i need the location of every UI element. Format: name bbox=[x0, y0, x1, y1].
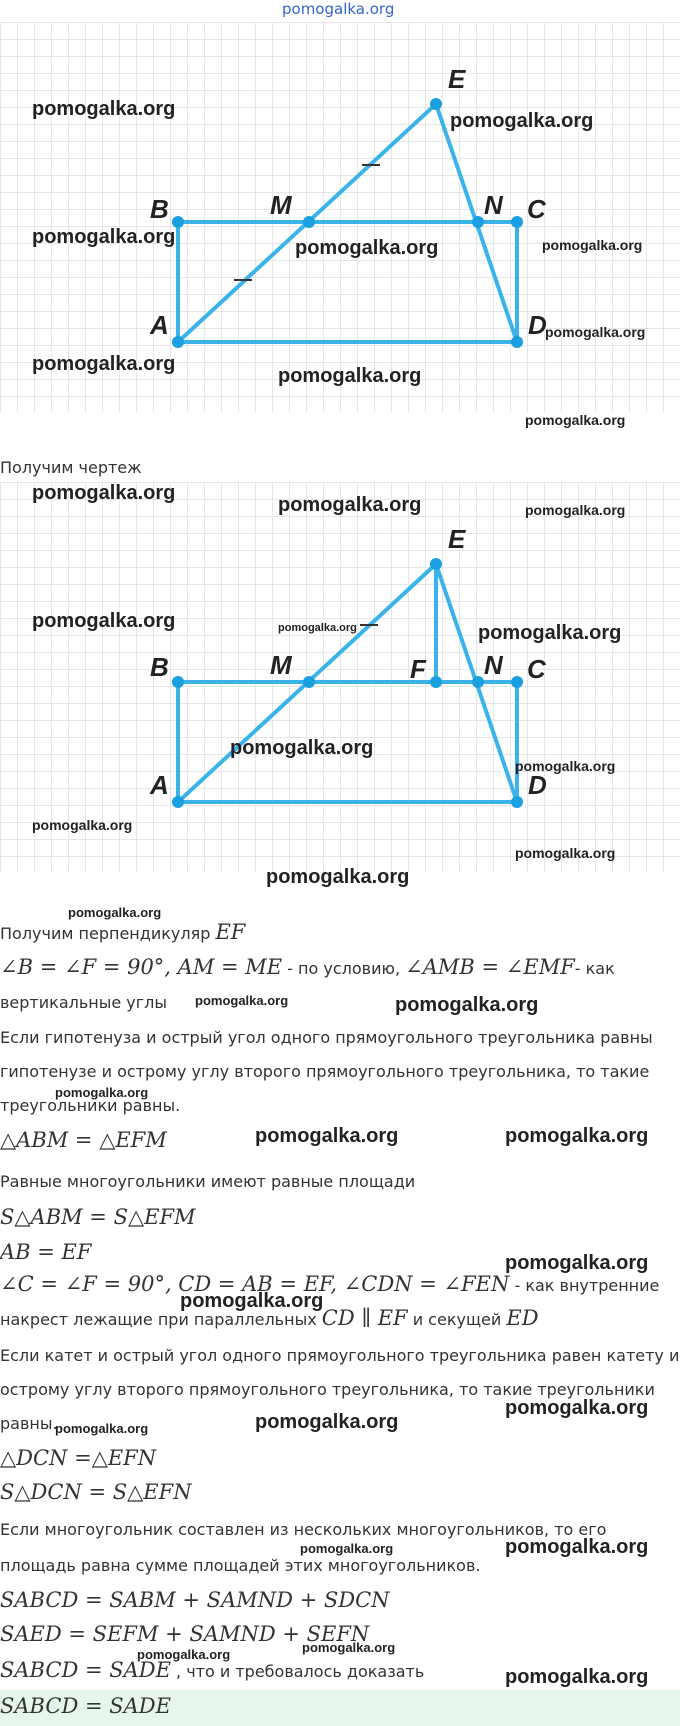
eq9-math: SABCD = SADE bbox=[0, 1658, 171, 1682]
label-a: A bbox=[150, 310, 169, 340]
perp-text: Получим перпендикуляр bbox=[0, 924, 216, 943]
watermark[interactable]: pomogalka.org bbox=[180, 1290, 324, 1312]
equation-ab-ef: AB = EF bbox=[0, 1240, 92, 1264]
watermark[interactable]: pomogalka.org bbox=[32, 817, 133, 833]
rule1-line2: гипотенузе и острому углу второго прямоугольного треугольника, то такие bbox=[0, 1062, 650, 1081]
rule3-line1: Если многоугольник составлен из нескольких многоугольников, то его bbox=[0, 1520, 607, 1539]
point-d bbox=[511, 796, 523, 808]
watermark[interactable]: pomogalka.org bbox=[55, 1421, 149, 1436]
watermark[interactable]: pomogalka.org bbox=[32, 610, 176, 632]
label-c: C bbox=[527, 654, 546, 684]
rule2-line1: Если катет и острый угол одного прямоугольного треугольника равен катету и bbox=[0, 1346, 680, 1365]
final-answer-box bbox=[0, 1690, 680, 1726]
rule2-line2: острому углу второго прямоугольного треугольника, то такие треугольники bbox=[0, 1380, 655, 1399]
label-b: B bbox=[150, 194, 169, 224]
watermark[interactable]: pomogalka.org bbox=[195, 993, 289, 1008]
watermark[interactable]: pomogalka.org bbox=[295, 237, 439, 259]
watermark[interactable]: pomogalka.org bbox=[230, 737, 374, 759]
conclusion-line bbox=[0, 1658, 424, 1682]
label-e: E bbox=[448, 64, 466, 94]
watermark[interactable]: pomogalka.org bbox=[505, 1666, 649, 1688]
final-answer: SABCD = SADE bbox=[0, 1694, 171, 1718]
label-d: D bbox=[528, 310, 547, 340]
equation-triangles-2: △DCN =△EFN bbox=[0, 1446, 157, 1470]
cross-math2: ED bbox=[506, 1306, 539, 1330]
watermark[interactable]: pomogalka.org bbox=[478, 622, 622, 644]
vertical-angles: вертикальные углы bbox=[0, 993, 168, 1012]
point-a bbox=[172, 336, 184, 348]
label-m: M bbox=[270, 650, 292, 680]
point-b bbox=[172, 676, 184, 688]
equation-sum-aed: SAED = SEFM + SAMND + SEFN bbox=[0, 1622, 370, 1646]
rule1-line3: треугольники равны. bbox=[0, 1096, 181, 1115]
watermark[interactable]: pomogalka.org bbox=[525, 502, 626, 518]
watermark[interactable]: pomogalka.org bbox=[32, 353, 176, 375]
watermark[interactable]: pomogalka.org bbox=[505, 1397, 649, 1419]
watermark[interactable]: pomogalka.org bbox=[32, 482, 176, 504]
top-watermark[interactable]: pomogalka.org bbox=[282, 0, 395, 18]
label-d: D bbox=[528, 770, 547, 800]
label-m: M bbox=[270, 190, 292, 220]
watermark[interactable]: pomogalka.org bbox=[450, 110, 594, 132]
cross-line bbox=[0, 1306, 539, 1330]
watermark[interactable]: pomogalka.org bbox=[515, 758, 616, 774]
point-n bbox=[472, 216, 484, 228]
label-c: C bbox=[527, 194, 546, 224]
watermark[interactable]: pomogalka.org bbox=[255, 1411, 399, 1433]
watermark[interactable]: pomogalka.org bbox=[505, 1252, 649, 1274]
equation-areas-2: S△DCN = S△EFN bbox=[0, 1480, 192, 1504]
cross-math1: CD ∥ EF bbox=[321, 1306, 408, 1330]
watermark[interactable]: pomogalka.org bbox=[55, 1085, 149, 1100]
angles-text2: - как bbox=[574, 959, 615, 978]
point-f bbox=[430, 676, 442, 688]
watermark[interactable]: pomogalka.org bbox=[68, 905, 162, 920]
angles-text1: - по условию, bbox=[282, 959, 406, 978]
rule2-line3: равны. bbox=[0, 1414, 58, 1433]
label-n: N bbox=[484, 190, 503, 220]
figure-2 bbox=[0, 482, 680, 872]
label-a: A bbox=[150, 770, 169, 800]
watermark[interactable]: pomogalka.org bbox=[542, 237, 643, 253]
watermark[interactable]: pomogalka.org bbox=[278, 622, 357, 634]
eq4-text: - как внутренние bbox=[509, 1276, 660, 1295]
point-m bbox=[303, 216, 315, 228]
watermark[interactable]: pomogalka.org bbox=[266, 866, 410, 888]
angles-math2: ∠AMB = ∠EMF bbox=[405, 955, 575, 979]
eq9-text: , что и требовалось доказать bbox=[170, 1662, 425, 1681]
watermark[interactable]: pomogalka.org bbox=[255, 1125, 399, 1147]
equal-areas-text: Равные многоугольники имеют равные площади bbox=[0, 1172, 416, 1191]
rule3-line2: площадь равна сумме площадей этих многоугольников. bbox=[0, 1556, 481, 1575]
cross-text2: и секущей bbox=[407, 1310, 507, 1329]
figure-2-drawing bbox=[0, 482, 680, 872]
angles-line bbox=[0, 955, 615, 979]
cross-text1: накрест лежащие при параллельных bbox=[0, 1310, 322, 1329]
watermark[interactable]: pomogalka.org bbox=[137, 1647, 231, 1662]
perp-math: EF bbox=[215, 920, 246, 944]
point-d bbox=[511, 336, 523, 348]
perpendicular-line bbox=[0, 920, 245, 944]
point-n bbox=[472, 676, 484, 688]
angles-math: ∠B = ∠F = 90°, AM = ME bbox=[0, 955, 283, 979]
watermark[interactable]: pomogalka.org bbox=[545, 324, 646, 340]
angles-line-2 bbox=[0, 1272, 659, 1296]
label-f: F bbox=[410, 654, 426, 684]
watermark[interactable]: pomogalka.org bbox=[32, 98, 176, 120]
watermark[interactable]: pomogalka.org bbox=[505, 1125, 649, 1147]
point-e bbox=[430, 558, 442, 570]
eq4-math: ∠C = ∠F = 90°, CD = AB = EF, ∠CDN = ∠FEN bbox=[0, 1272, 510, 1296]
point-m bbox=[303, 676, 315, 688]
watermark[interactable]: pomogalka.org bbox=[300, 1541, 394, 1556]
equation-triangles-1: △ABM = △EFM bbox=[0, 1128, 167, 1152]
label-e: E bbox=[448, 524, 466, 554]
watermark[interactable]: pomogalka.org bbox=[515, 845, 616, 861]
watermark[interactable]: pomogalka.org bbox=[32, 226, 176, 248]
label-b: B bbox=[150, 652, 169, 682]
point-c bbox=[511, 216, 523, 228]
point-e bbox=[430, 98, 442, 110]
point-a bbox=[172, 796, 184, 808]
rule1-line1: Если гипотенуза и острый угол одного прямоугольного треугольника равны bbox=[0, 1028, 653, 1047]
point-c bbox=[511, 676, 523, 688]
watermark[interactable]: pomogalka.org bbox=[302, 1640, 396, 1655]
watermark[interactable]: pomogalka.org bbox=[525, 412, 626, 428]
equation-areas-1: S△ABM = S△EFM bbox=[0, 1205, 196, 1229]
equation-sum-abcd: SABCD = SABM + SAMND + SDCN bbox=[0, 1588, 390, 1612]
caption-drawing: Получим чертеж bbox=[0, 458, 142, 477]
watermark[interactable]: pomogalka.org bbox=[395, 994, 539, 1016]
watermark[interactable]: pomogalka.org bbox=[278, 365, 422, 387]
watermark[interactable]: pomogalka.org bbox=[278, 494, 422, 516]
watermark[interactable]: pomogalka.org bbox=[505, 1536, 649, 1558]
label-n: N bbox=[484, 650, 503, 680]
